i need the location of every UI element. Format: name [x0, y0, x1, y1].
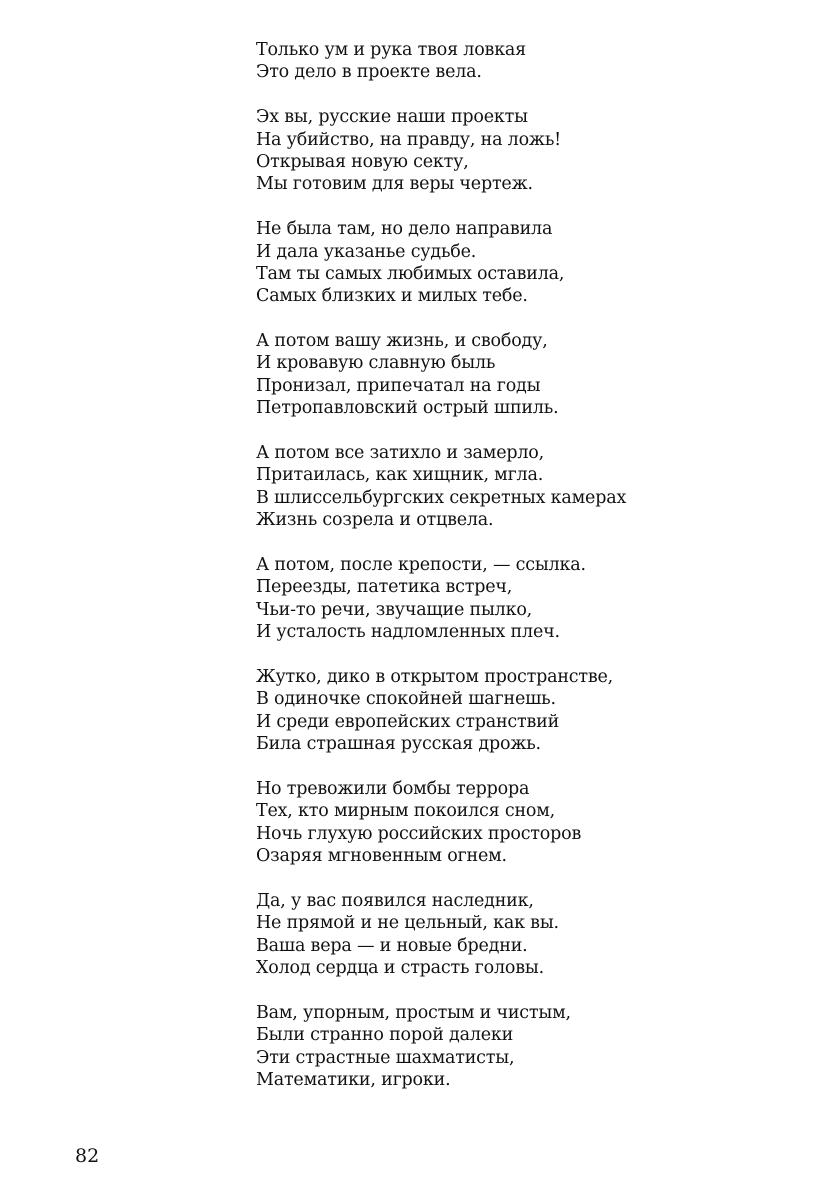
poem-line: Петропавловский острый шпиль. [256, 398, 559, 419]
poem-line: И усталость надломленных плеч. [256, 622, 560, 643]
poem-line: Только ум и рука твоя ловкая [256, 40, 527, 60]
stanza [256, 1002, 776, 1092]
poem-line: Била страшная русская дрожь. [256, 734, 541, 755]
poem-line: Эх вы, русские наши проекты [256, 107, 528, 128]
poem-line: Были странно порой далеки [256, 1025, 514, 1046]
poem-line: И кровавую славную быль [256, 353, 496, 374]
poem-line: Вам, упорным, простым и чистым, [256, 1002, 571, 1023]
poem-line: Самых близких и милых тебе. [256, 286, 528, 307]
poem-line: Эти страстные шахматисты, [256, 1047, 515, 1068]
poem-line: Притаилась, как хищник, мгла. [256, 465, 544, 486]
poem-line: Жутко, дико в открытом пространстве, [256, 666, 614, 687]
poem-line: Не была там, но дело направила [256, 219, 553, 240]
poem-line: Тех, кто мирным покоился сном, [256, 801, 556, 822]
stanza [256, 106, 776, 196]
poem-line: Открывая новую секту, [256, 151, 469, 172]
poem-line: И среди европейских странствий [256, 711, 560, 732]
poem-line: Жизнь созрела и отцвела. [256, 510, 494, 531]
poem-line: Математики, игроки. [256, 1069, 451, 1090]
page-number: 82 [75, 1145, 100, 1167]
poem-line: В шлиссельбургских секретных камерах [256, 487, 627, 508]
stanza [256, 890, 776, 980]
poem-line: Ночь глухую российских просторов [256, 823, 582, 844]
poem-line: Холод сердца и страсть головы. [256, 958, 544, 979]
stanza [256, 554, 776, 644]
stanza [256, 442, 776, 532]
poem-line: Чьи-то речи, звучащие пылко, [256, 599, 533, 620]
poem-line: Озаряя мгновенным огнем. [256, 846, 507, 867]
poem-line: Ваша вера — и новые бредни. [256, 935, 528, 956]
poem-line: Не прямой и не цельный, как вы. [256, 913, 559, 934]
poem-line: Пронизал, припечатал на годы [256, 375, 541, 396]
poem-line: И дала указанье судьбе. [256, 241, 477, 262]
poem-line: А потом, после крепости, — ссылка. [256, 554, 586, 575]
poem-body [256, 39, 776, 1114]
stanza [256, 330, 776, 420]
poem-line: Но тревожили бомбы террора [256, 778, 530, 799]
stanza [256, 39, 776, 84]
stanza [256, 666, 776, 756]
poem-line: На убийство, на правду, на ложь! [256, 129, 561, 150]
stanza [256, 778, 776, 868]
poem-line: Там ты самых любимых оставила, [256, 263, 565, 284]
poem-line: А потом вашу жизнь, и свободу, [256, 331, 548, 352]
poem-line: Мы готовим для веры чертеж. [256, 174, 533, 195]
poem-line: Да, у вас появился наследник, [256, 890, 534, 911]
stanza [256, 218, 776, 308]
poem-line: Переезды, патетика встреч, [256, 577, 513, 598]
poem-line: Это дело в проекте вела. [256, 62, 482, 83]
poem-line: А потом все затихло и замерло, [256, 443, 544, 464]
poem-line: В одиночке спокойней шагнешь. [256, 689, 556, 710]
